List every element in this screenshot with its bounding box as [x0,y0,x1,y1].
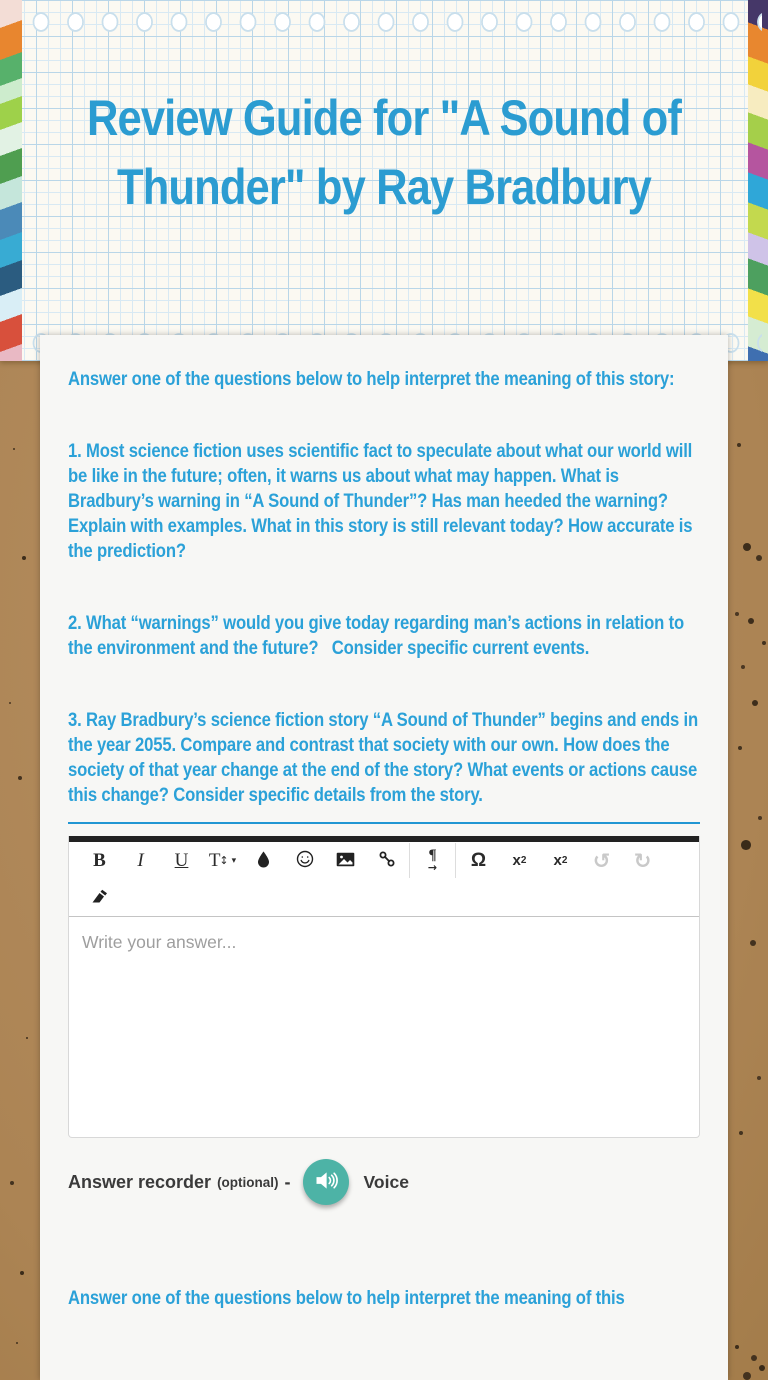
voice-label: Voice [363,1171,409,1192]
dash-separator: - [284,1171,291,1192]
question-2: 2. What “warnings” would you give today regarding man’s actions in relation to the environment and the future? Consider specific current events. [68,613,684,659]
toolbar-separator [409,843,410,878]
subscript-button[interactable]: x 2 [499,845,540,876]
rich-text-editor [68,836,700,1138]
next-section-heading: Answer one of the questions below to help interpret the meaning of this [68,1288,625,1309]
divider-line [68,822,700,824]
image-icon [336,852,355,870]
pilcrow-icon: ¶ → [427,847,438,874]
underline-button[interactable]: U [161,845,202,876]
emoticon-button[interactable] [284,845,325,876]
answer-recorder-row [68,1156,700,1208]
superscript-button[interactable]: x 2 [540,845,581,876]
droplet-icon [257,851,270,871]
answer-recorder-label: Answer recorder [68,1171,212,1192]
italic-button[interactable]: I [120,845,161,876]
question-1: 1. Most science fiction uses scientific fact to speculate about what our world will be like in the future; often, it warns us about what may happen. What is Bradbury’s warning in “A Sound of Thunder”? Has man heeded the warning? Explain with examples. What in this story is still relevant today? How accurate is the prediction? [68,441,693,562]
font-size-T-icon: T [208,849,221,871]
speaker-icon [312,1167,339,1197]
special-characters-button[interactable]: Ω [458,845,499,876]
page-title: Review Guide for "A Sound of Thunder" by Ray Bradbury [86,90,682,215]
bold-button[interactable]: B [79,845,120,876]
eraser-icon [91,889,108,907]
section-heading: Answer one of the questions below to help interpret the meaning of this story: [68,369,675,390]
smiley-icon [296,850,314,871]
punch-holes-top [24,9,762,36]
voice-record-button[interactable] [303,1159,349,1205]
toolbar-row-2 [79,879,689,916]
answer-textarea[interactable] [69,917,699,1137]
redo-button[interactable]: ↻ [622,845,663,876]
answer-input-area [69,917,699,1137]
toolbar-row-1 [79,842,689,879]
editor-toolbar [69,842,699,917]
undo-button[interactable]: ↺ [581,845,622,876]
paragraph-direction-button[interactable] [412,845,453,876]
toolbar-separator [455,843,456,878]
rainbow-edge-left [0,0,22,361]
chevron-down-icon: ▾ [231,855,237,866]
insert-image-button[interactable] [325,845,366,876]
worksheet-header [0,0,768,361]
text-color-button[interactable] [243,845,284,876]
question-card [40,335,728,1380]
question-3: 3. Ray Bradbury’s science fiction story “A Sound of Thunder” begins and ends in the year 2055. Compare and contrast that society with our own. How does the society of that year change at the end of the story? What events or actions cause this change? Consider specific details from the story. [68,710,699,806]
font-size-updown-icon: ↕ [219,854,229,867]
insert-link-button[interactable] [366,845,407,876]
rainbow-edge-right [748,0,768,361]
font-size-button[interactable] [202,845,243,876]
clear-formatting-button[interactable] [79,882,120,913]
link-icon [378,850,396,871]
optional-label: (optional) [217,1174,279,1190]
